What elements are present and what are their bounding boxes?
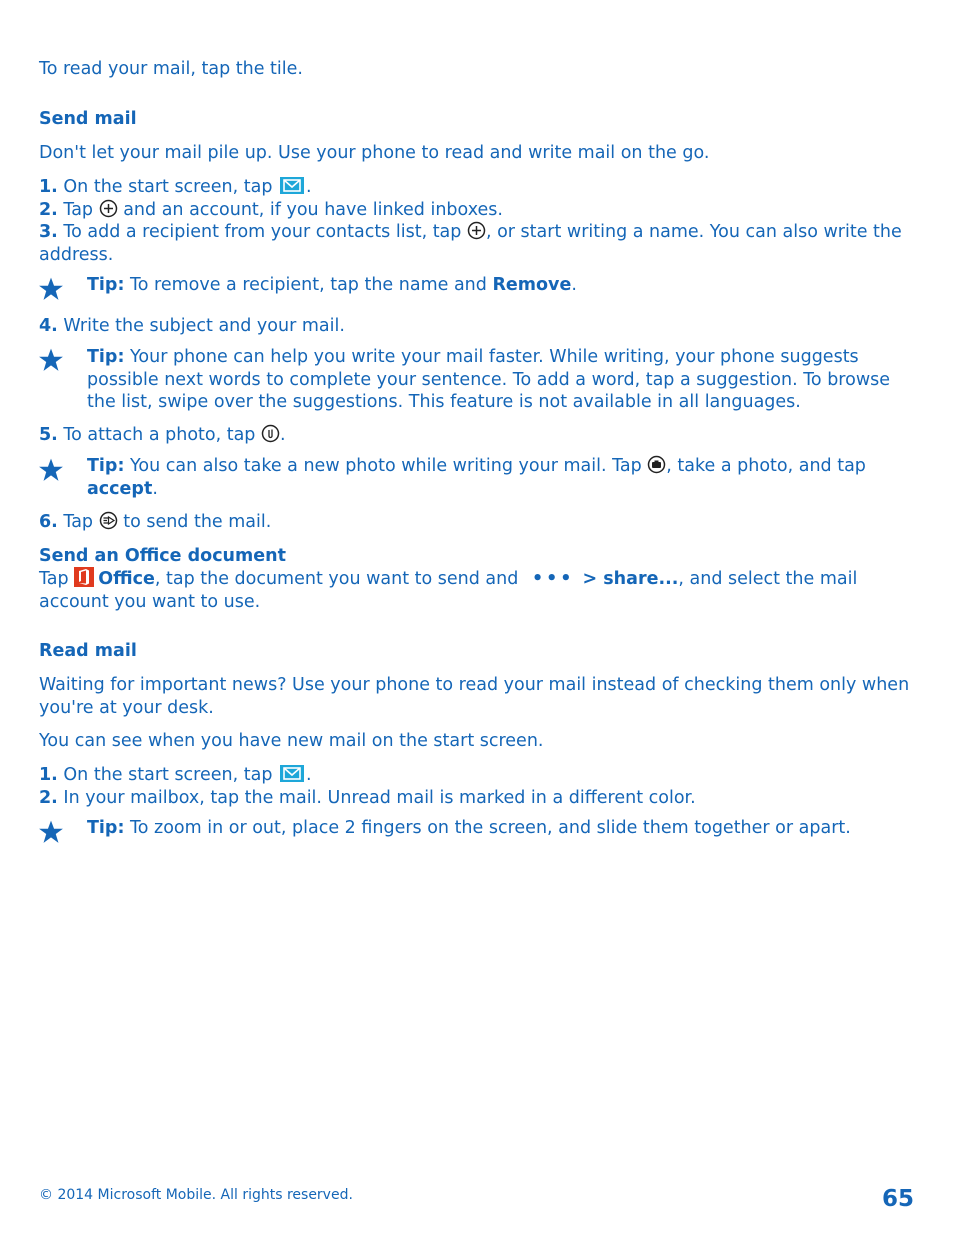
add-icon (99, 199, 118, 218)
read-mail-desc-1: Waiting for important news? Use your phone to read your mail instead of checking them only when you're at your desk. (39, 675, 910, 718)
office-instructions: Tap Office, tap the document you want to send and ••• > share..., and select the mail account you want to use. (39, 569, 858, 612)
page-number: 65 (881, 1186, 914, 1212)
step-5: 5. To attach a photo, tap . (39, 425, 286, 445)
tip-word-suggestions: Tip: Your phone can help you write your mail faster. While writing, your phone suggests possible next words to complete your sentence. To add a word, tap a suggestion. To browse the list, swipe over the suggestions. This feature is not available in all languages. (87, 347, 891, 412)
footer-copyright: © 2014 Microsoft Mobile. All rights reserved. (39, 1187, 353, 1203)
office-icon (74, 567, 94, 587)
star-icon (38, 819, 64, 845)
attach-icon (261, 424, 280, 443)
star-icon (38, 457, 64, 483)
step-2: 2. In your mailbox, tap the mail. Unread mail is marked in a different color. (39, 787, 696, 808)
tip-zoom: Tip: To zoom in or out, place 2 fingers on the screen, and slide them together or apart. (87, 818, 851, 838)
step-4: 4. Write the subject and your mail. (39, 316, 345, 336)
read-mail-steps (39, 764, 914, 809)
camera-icon (647, 455, 666, 474)
step-2: 2. Tap and an account, if you have linked inboxes. (39, 199, 503, 220)
add-icon (467, 221, 486, 240)
mail-tile-icon (280, 177, 304, 194)
heading-send-office-document: Send an Office document (39, 546, 286, 566)
heading-read-mail: Read mail (39, 641, 137, 661)
send-mail-desc: Don't let your mail pile up. Use your phone to read and write mail on the go. (39, 143, 710, 163)
send-mail-steps (39, 176, 914, 266)
tip-new-photo: Tip: You can also take a new photo while writing your mail. Tap , take a photo, and tap accept. (87, 456, 866, 499)
tip-remove-recipient: Tip: To remove a recipient, tap the name and Remove. (87, 275, 577, 295)
step-1: 1. On the start screen, tap . (39, 765, 312, 785)
step-1: 1. On the start screen, tap . (39, 177, 312, 197)
heading-send-mail: Send mail (39, 109, 137, 129)
star-icon (38, 347, 64, 373)
send-icon (99, 511, 118, 530)
mail-tile-icon (280, 765, 304, 782)
step-3: 3. To add a recipient from your contacts list, tap , or start writing a name. You can also write the address. (39, 222, 902, 265)
star-icon (38, 276, 64, 302)
intro-text: To read your mail, tap the tile. (39, 59, 303, 79)
step-6: 6. Tap to send the mail. (39, 512, 272, 532)
more-icon: ••• (531, 569, 575, 589)
read-mail-desc-2: You can see when you have new mail on the start screen. (39, 731, 544, 751)
